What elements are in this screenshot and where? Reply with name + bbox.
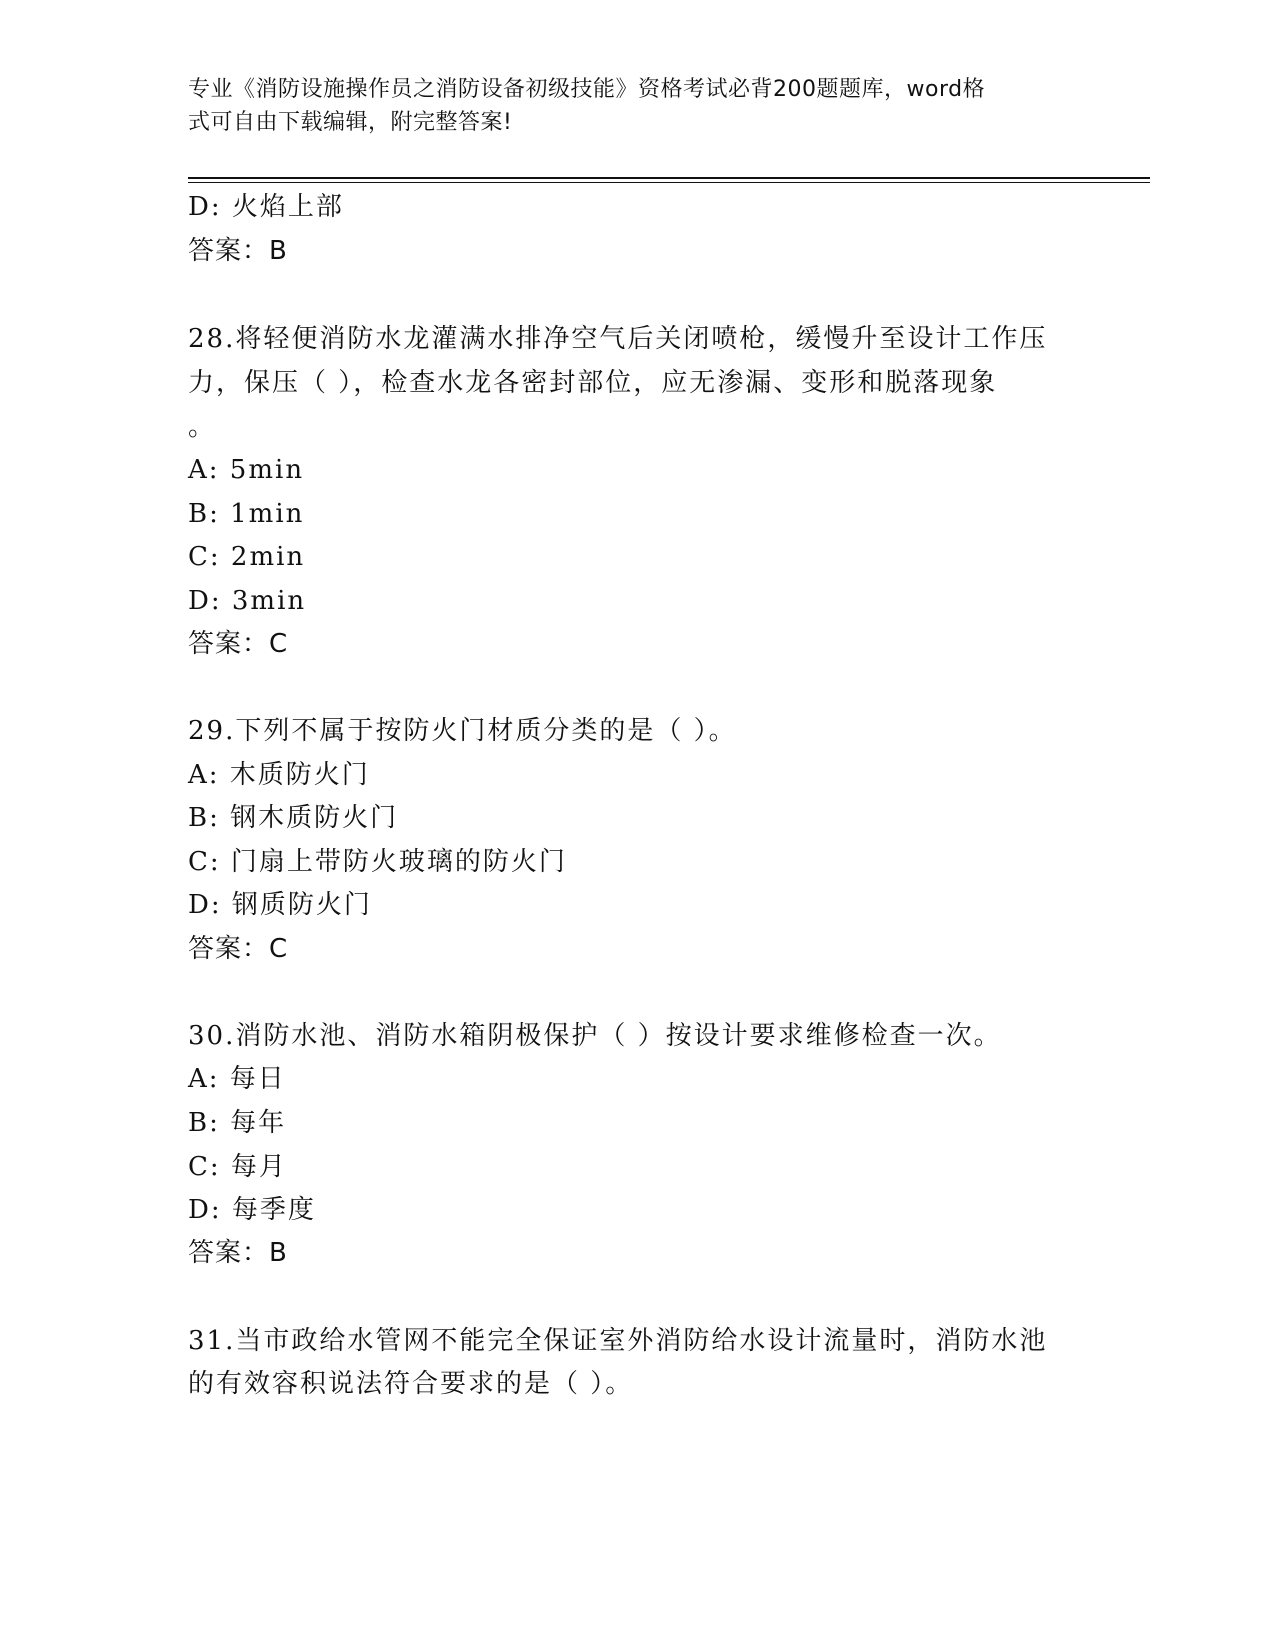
question-28-stem-line-2: 力，保压（ ），检查水龙各密封部位，应无渗漏、变形和脱落现象 [188, 368, 998, 398]
header-rule-thin [188, 182, 1150, 183]
question-31-stem-line-2: 的有效容积说法符合要求的是（ ）。 [188, 1369, 634, 1399]
question-29-stem: 29.下列不属于按防火门材质分类的是（ ）。 [188, 716, 737, 746]
question-28-option-c: C: 2min [188, 542, 306, 572]
question-29-answer: 答案：C [188, 934, 289, 964]
question-29-option-a: A: 木质防火门 [188, 760, 370, 790]
question-29-option-d: D: 钢质防火门 [188, 890, 372, 920]
header-line-1: 专业《消防设施操作员之消防设备初级技能》资格考试必背200题题库，word格 [188, 77, 986, 102]
question-28-stem-line-1: 28.将轻便消防水龙灌满水排净空气后关闭喷枪，缓慢升至设计工作压 [188, 324, 1048, 354]
question-30-option-b: B: 每年 [188, 1108, 287, 1138]
question-30-option-c: C: 每月 [188, 1152, 287, 1182]
question-29-option-b: B: 钢木质防火门 [188, 803, 399, 833]
question-31-stem-line-1: 31.当市政给水管网不能完全保证室外消防给水设计流量时，消防水池 [188, 1326, 1048, 1356]
question-29-option-c: C: 门扇上带防火玻璃的防火门 [188, 847, 567, 877]
header-rule-thick [188, 177, 1150, 179]
question-28-stem-line-3: 。 [188, 412, 217, 442]
question-30-stem: 30.消防水池、消防水箱阴极保护（ ）按设计要求维修检查一次。 [188, 1021, 1002, 1051]
question-30-answer: 答案：B [188, 1238, 288, 1268]
option-d: D: 火焰上部 [188, 192, 344, 222]
question-28-answer: 答案：C [188, 629, 289, 659]
document-header [188, 73, 1068, 139]
question-30-option-a: A: 每日 [188, 1064, 286, 1094]
answer: 答案：B [188, 236, 288, 266]
question-28-option-d: D: 3min [188, 586, 307, 616]
question-28-option-a: A: 5min [188, 455, 305, 485]
question-30-option-d: D: 每季度 [188, 1195, 316, 1225]
header-line-2: 式可自由下载编辑，附完整答案! [188, 110, 513, 135]
question-28-option-b: B: 1min [188, 499, 305, 529]
